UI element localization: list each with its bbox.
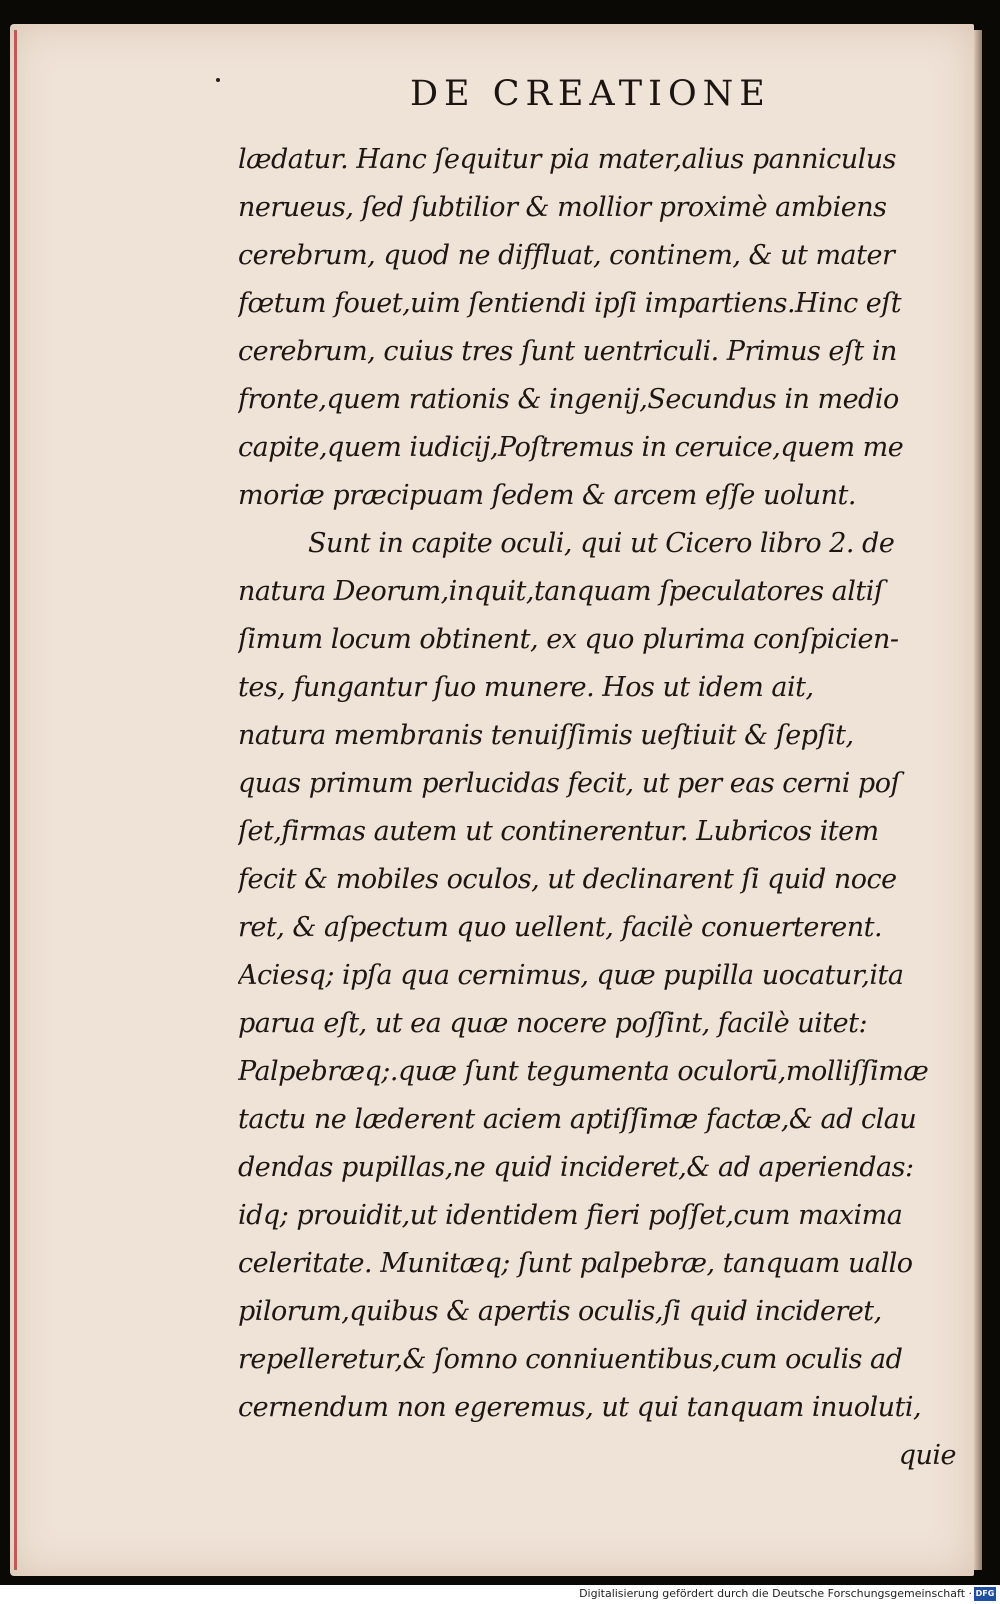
text-block <box>238 136 956 1480</box>
text-line: natura membranis tenuiſſimis ueſtiuit & ſepſit, <box>238 720 854 751</box>
text-line: tes, fungantur ſuo munere. Hos ut idem ait, <box>238 672 814 703</box>
catchword: quie <box>898 1440 956 1471</box>
text-line: capite,quem iudicij,Poſtremus in ceruice,quem me <box>238 432 904 463</box>
ink-speck <box>216 78 220 82</box>
text-line: fecit & mobiles oculos, ut declinarent ſi quid noce <box>238 864 897 895</box>
text-line: lædatur. Hanc ſequitur pia mater,alius panniculus <box>238 144 897 175</box>
text-line: quas primum perlucidas fecit, ut per eas cerni poſ <box>238 768 900 799</box>
gutter-edge <box>14 30 17 1570</box>
text-line: dendas pupillas,ne quid incideret,& ad aperiendas: <box>238 1152 914 1183</box>
text-line: Aciesq; ipſa qua cernimus, quæ pupilla uocatur,ita <box>238 960 904 991</box>
text-line: ſet,firmas autem ut continerentur. Lubricos item <box>238 816 879 847</box>
text-line: pilorum,quibus & apertis oculis,ſi quid incideret, <box>238 1296 882 1327</box>
funding-credit: Digitalisierung gefördert durch die Deutsche Forschungsgemeinschaft · <box>579 1587 972 1600</box>
text-line: Palpebræq;.quæ ſunt tegumenta oculorū,molliſſimæ <box>238 1056 929 1087</box>
dfg-logo: DFG <box>974 1587 996 1601</box>
text-line: idq; prouidit,ut identidem fieri poſſet,cum maxima <box>238 1200 903 1231</box>
text-line: moriæ præcipuam ſedem & arcem eſſe uolunt. <box>238 480 856 511</box>
text-line: fœtum fouet,uim ſentiendi ipſi impartiens.Hinc eſt <box>238 288 902 319</box>
text-line: cerebrum, quod ne diffluat, contineт, & ut mater <box>238 240 895 271</box>
text-line: repelleretur,& ſomno conniuentibus,cum oculis ad <box>238 1344 903 1375</box>
text-line: cernendum non egeremus, ut qui tanquam inuoluti, <box>238 1392 922 1423</box>
text-line: nerueus, ſed ſubtilior & mollior proximè ambiens <box>238 192 887 223</box>
running-head: DE CREATIONE <box>410 74 771 114</box>
text-line: cerebrum, cuius tres ſunt uentriculi. Primus eſt in <box>238 336 897 367</box>
text-line: celeritate. Munitæq; ſunt palpebræ, tanquam uallo <box>238 1248 913 1279</box>
paragraph-start-line: Sunt in capite oculi, qui ut Cicero libro 2. de <box>308 528 895 559</box>
text-line: ret, & aſpectum quo uellent, facilè conuerterent. <box>238 912 883 943</box>
text-line: fronte,quem rationis & ingenij,Secundus in medio <box>238 384 899 415</box>
text-line: parua eſt, ut ea quæ nocere poſſint, facilè uitet: <box>238 1008 868 1039</box>
text-line: ſimum locum obtinent, ex quo plurima conſpicien- <box>238 624 899 655</box>
page-edge <box>974 30 982 1570</box>
text-line: natura Deorum,inquit,tanquam ſpeculatores altiſ <box>238 576 884 607</box>
text-line: tactu ne læderent aciem aptiſſimæ factæ,& ad clau <box>238 1104 917 1135</box>
